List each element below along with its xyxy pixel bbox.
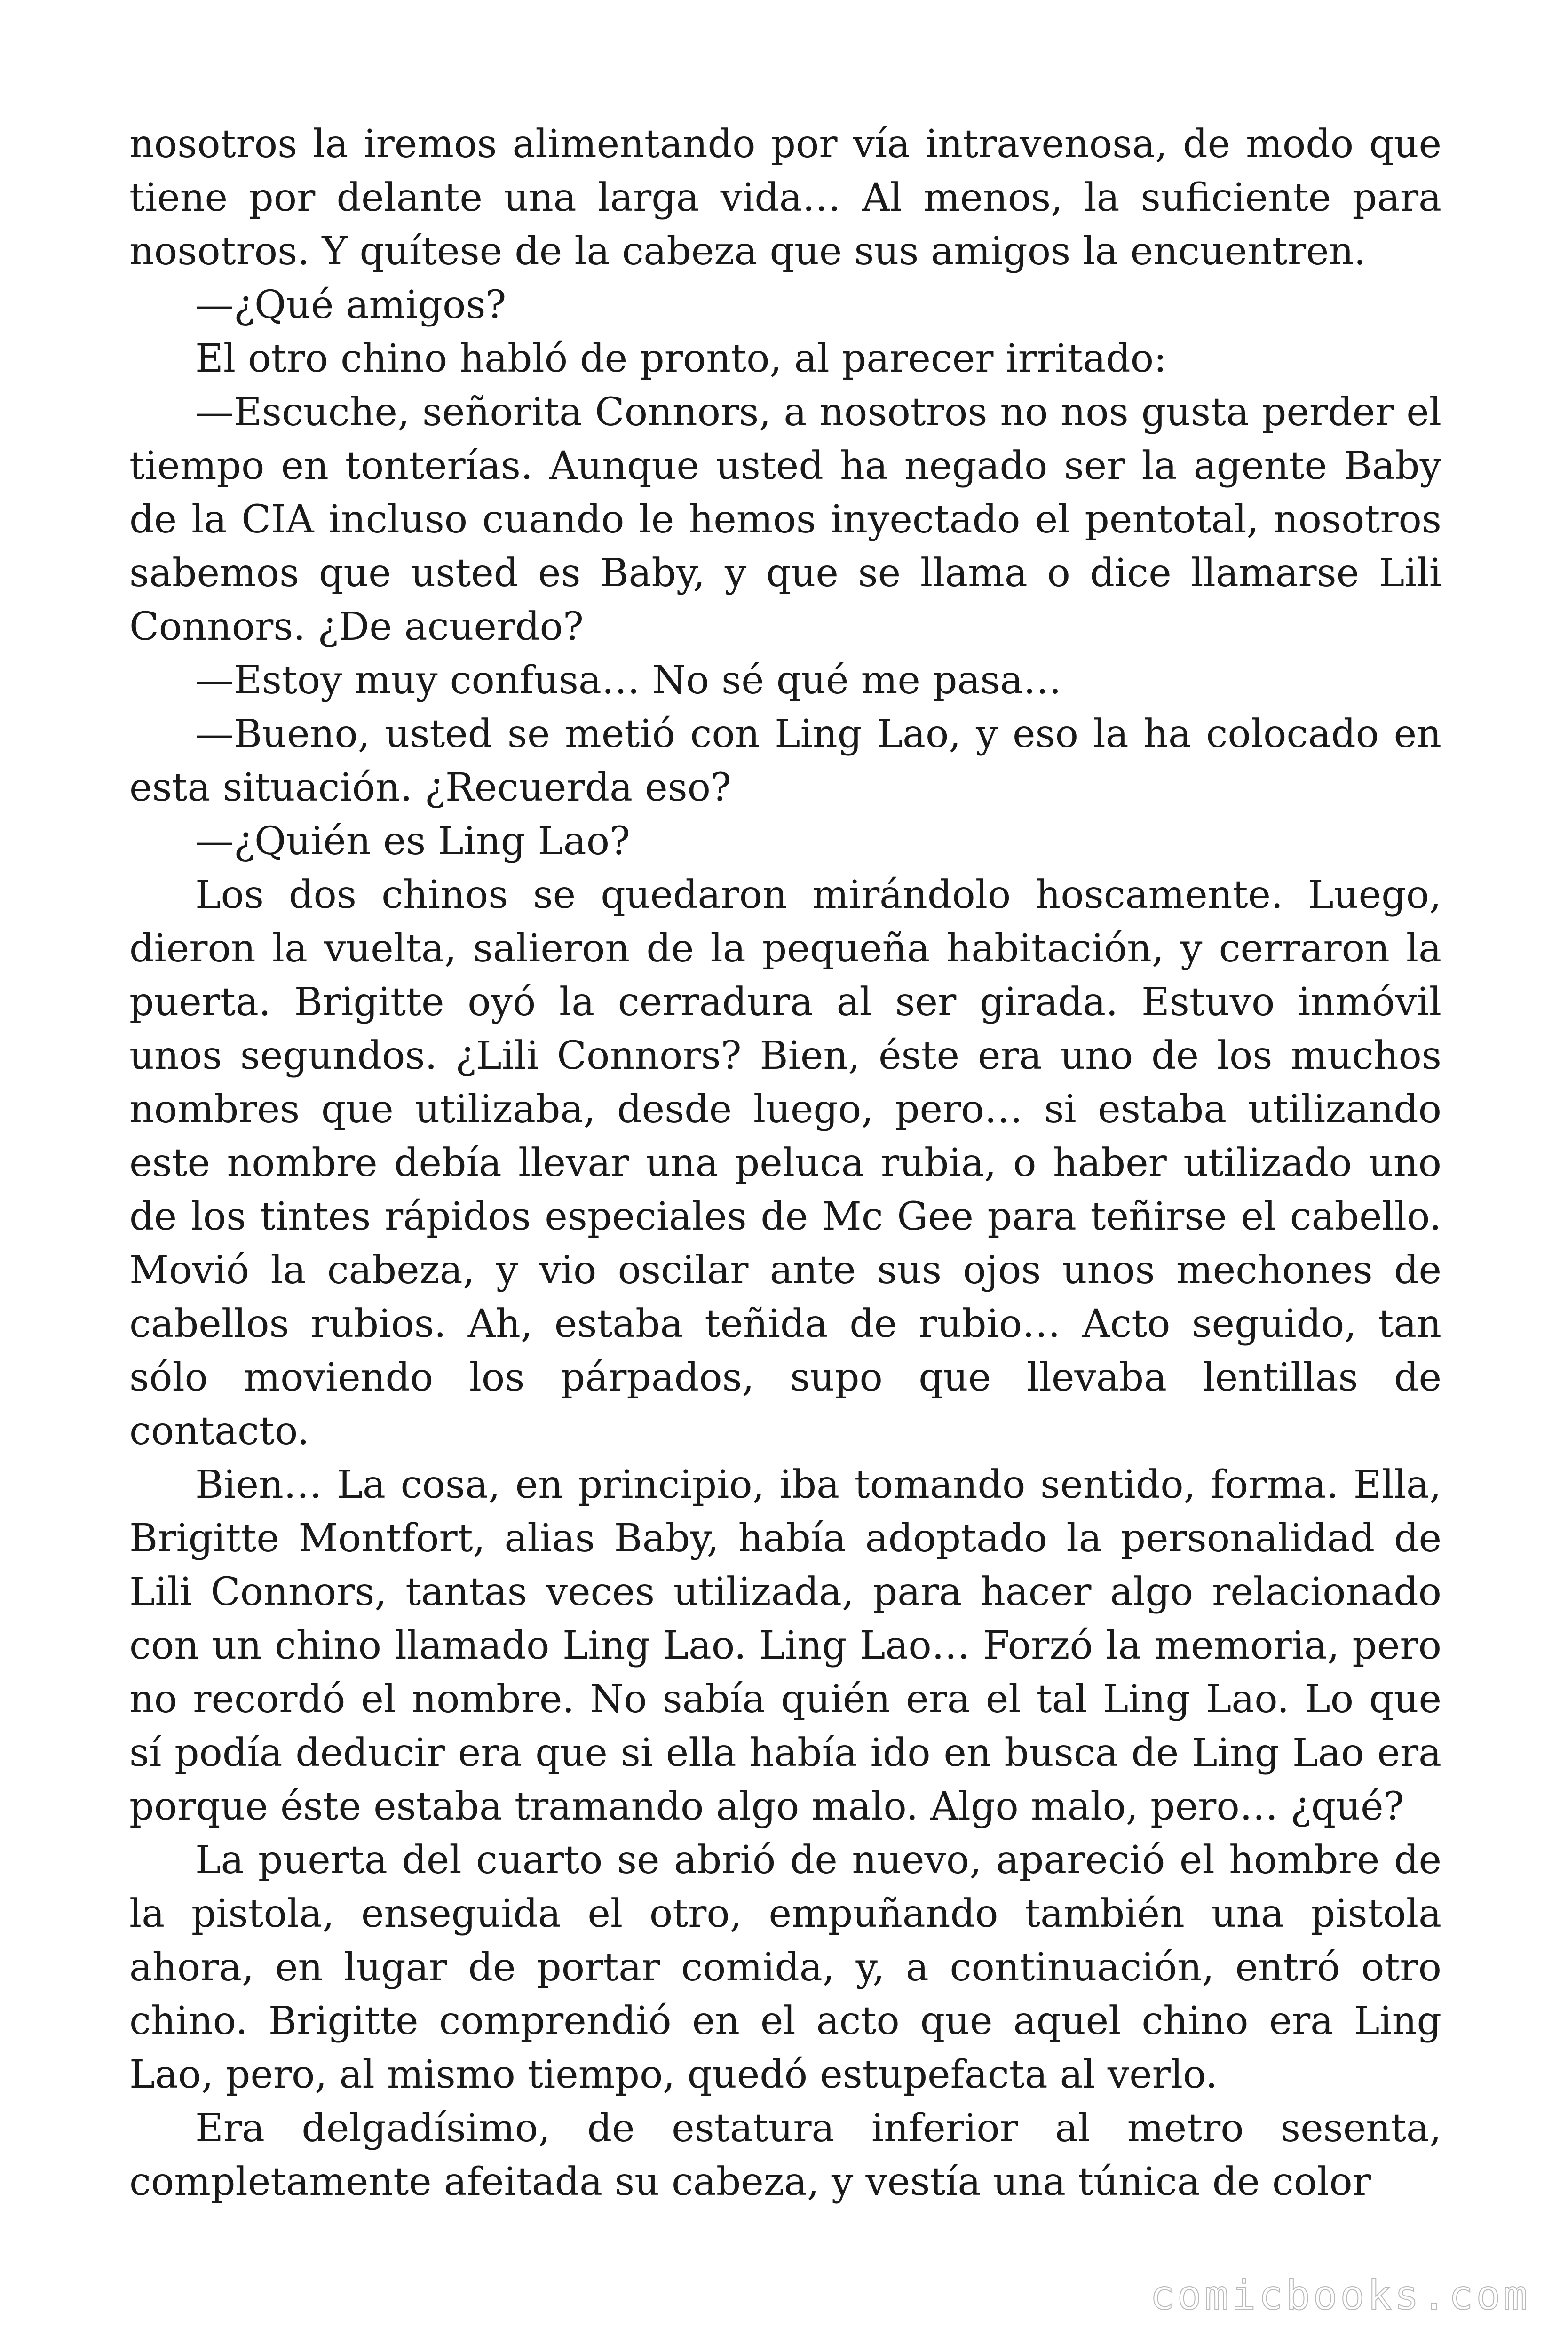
paragraph-dialogue: —¿Qué amigos?: [195, 283, 507, 327]
watermark-logo: comicbooks.com: [1150, 2272, 1530, 2319]
body-text: [129, 118, 1441, 2209]
paragraph-continuation: nosotros la iremos alimentando por vía intravenosa, de modo que tiene por delante una larga vida… Al menos, la suficiente para nosotros. Y quítese de la cabeza que sus amigos la encuentren.: [129, 122, 1441, 274]
paragraph-narration: Los dos chinos se quedaron mirándolo hoscamente. Luego, dieron la vuelta, salieron de la pequeña habitación, y cerraron la puerta. Brigitte oyó la cerradura al ser girada. Estuvo inmóvil unos segundos. ¿Lili Connors? Bien, éste era uno de los muchos nombres que utilizaba, desde luego, pero… si estaba utilizando este nombre debía llevar una peluca rubia, o haber utilizado uno de los tintes rápidos especiales de Mc Gee para teñirse el cabello. Movió la cabeza, y vio oscilar ante sus ojos unos mechones de cabellos rubios. Ah, estaba teñida de rubio… Acto seguido, tan sólo moviendo los párpados, supo que llevaba lentillas de contacto.: [129, 873, 1441, 1454]
paragraph-dialogue: —Bueno, usted se metió con Ling Lao, y eso la ha colocado en esta situación. ¿Recuerda eso?: [129, 712, 1441, 810]
paragraph-narration: Era delgadísimo, de estatura inferior al metro sesenta, completamente afeitada su cabeza, y vestía una túnica de color: [129, 2106, 1441, 2204]
paragraph-dialogue: —Estoy muy confusa… No sé qué me pasa…: [195, 658, 1062, 703]
paragraph-dialogue: —Escuche, señorita Connors, a nosotros no nos gusta perder el tiempo en tonterías. Aunque usted ha negado ser la agente Baby de la CIA incluso cuando le hemos inyectado el pentotal, nosotros sabemos que usted es Baby, y que se llama o dice llamarse Lili Connors. ¿De acuerdo?: [129, 390, 1441, 649]
paragraph-dialogue: —¿Quién es Ling Lao?: [195, 819, 631, 864]
paragraph-narration: El otro chino habló de pronto, al parecer irritado:: [195, 336, 1167, 381]
paragraph-narration: Bien… La cosa, en principio, iba tomando sentido, forma. Ella, Brigitte Montfort, alias Baby, había adoptado la personalidad de Lili Connors, tantas veces utilizada, para hacer algo relacionado con un chino llamado Ling Lao. Ling Lao… Forzó la memoria, pero no recordó el nombre. No sabía quién era el tal Ling Lao. Lo que sí podía deducir era que si ella había ido en busca de Ling Lao era porque éste estaba tramando algo malo. Algo malo, pero… ¿qué?: [129, 1462, 1441, 1829]
paragraph-narration: La puerta del cuarto se abrió de nuevo, apareció el hombre de la pistola, enseguida el otro, empuñando también una pistola ahora, en lugar de portar comida, y, a continuación, entró otro chino. Brigitte comprendió en el acto que aquel chino era Ling Lao, pero, al mismo tiempo, quedó estupefacta al verlo.: [129, 1838, 1441, 2097]
